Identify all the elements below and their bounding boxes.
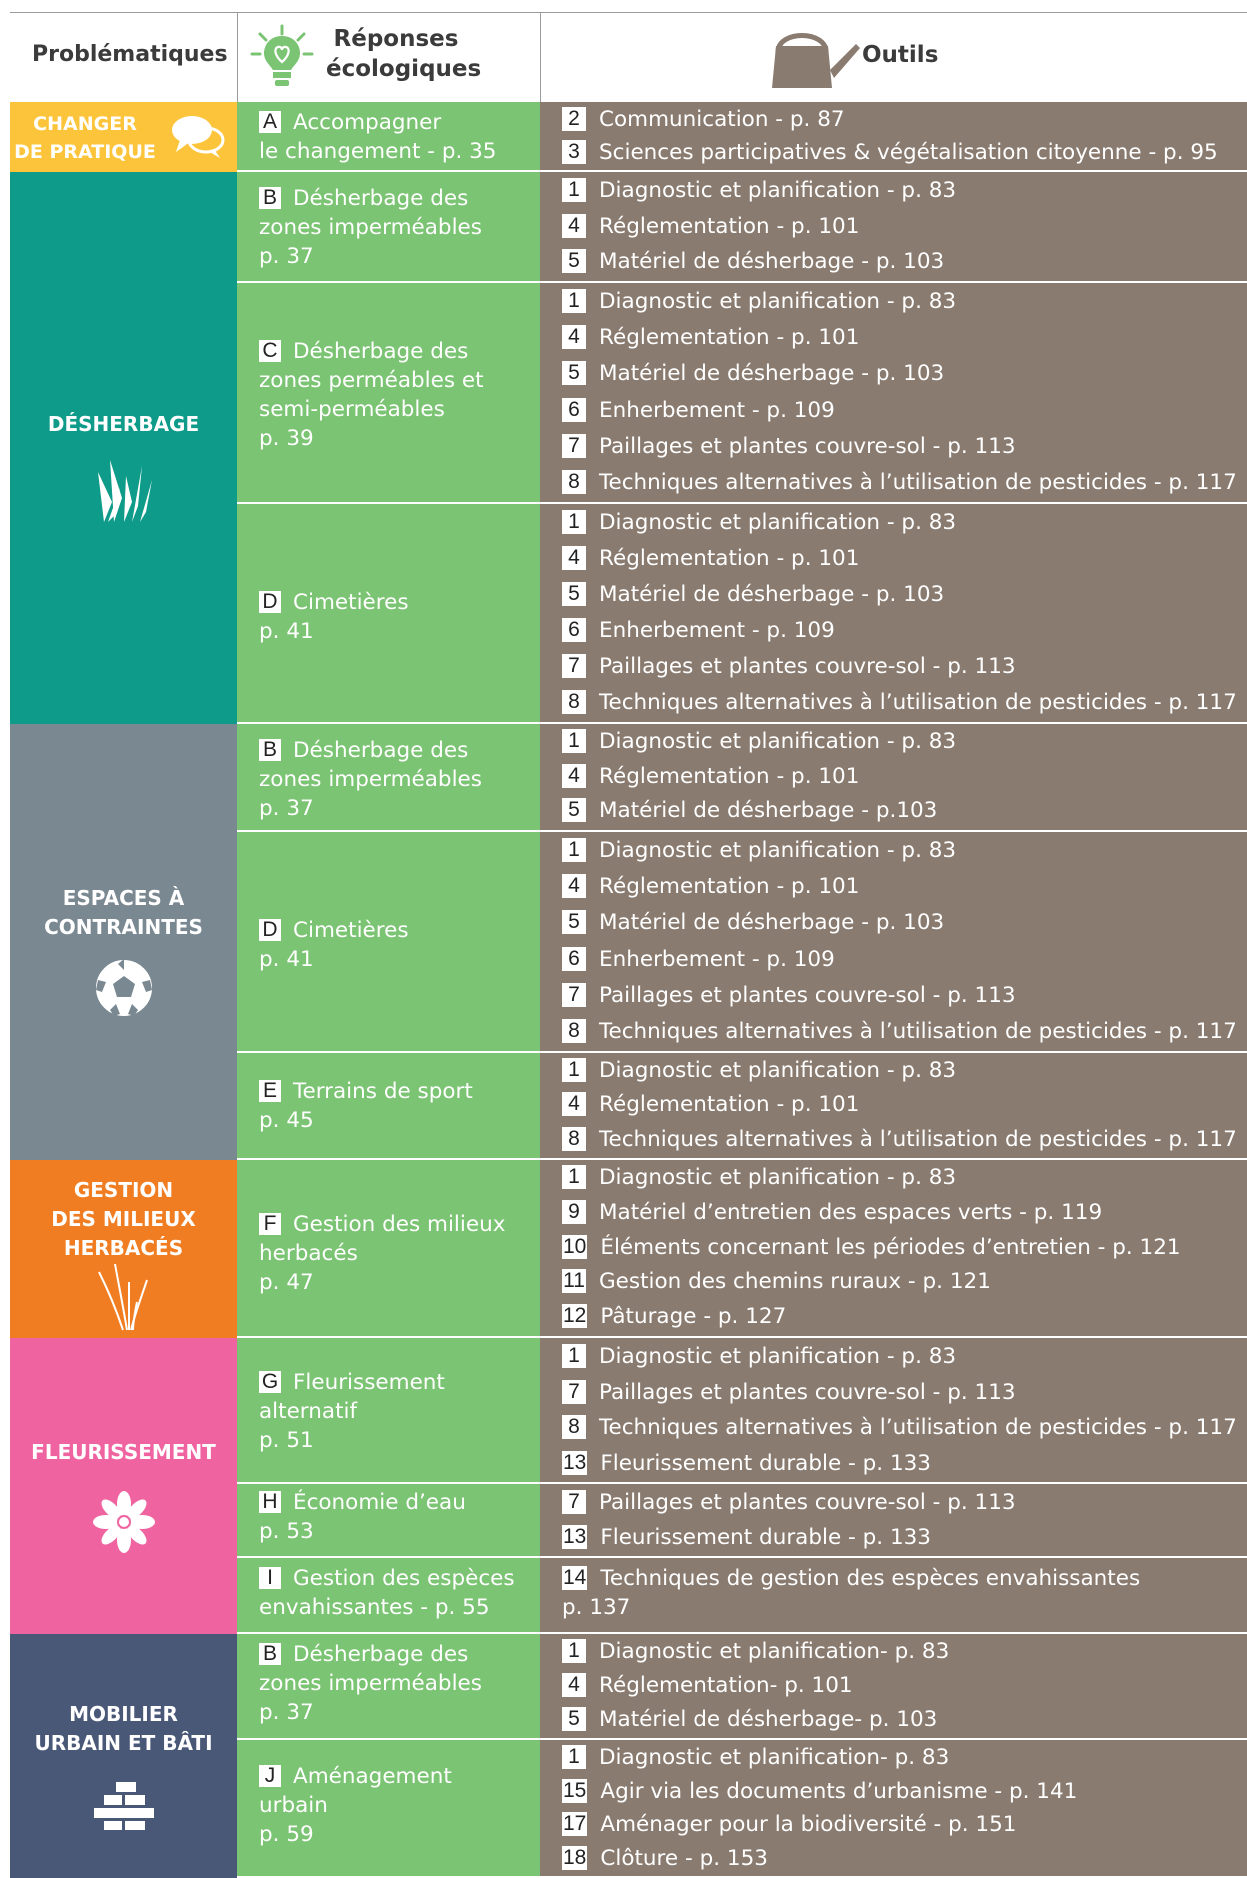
response-letter: A xyxy=(259,111,281,133)
tool-item[interactable] xyxy=(562,1339,1241,1375)
tool-label: Diagnostic et planification - p. 83 xyxy=(599,289,957,314)
tool-number: 1 xyxy=(562,1639,586,1663)
tool-item[interactable] xyxy=(562,1564,1241,1622)
tool-label: Matériel de désherbage - p. 103 xyxy=(599,249,945,275)
response-text xyxy=(259,1762,532,1849)
response-letter: H xyxy=(259,1491,281,1513)
tool-number: 4 xyxy=(562,1092,586,1116)
tool-number: 5 xyxy=(562,582,586,606)
response-label: Désherbage des zones imperméables p. 37 xyxy=(259,738,482,821)
response-letter: B xyxy=(259,739,281,761)
response-cell xyxy=(237,832,540,1053)
tool-label: Réglementation - p. 101 xyxy=(599,1092,860,1118)
tool-item[interactable] xyxy=(562,1300,1241,1335)
tool-number: 4 xyxy=(562,764,586,788)
tool-label: Techniques alternatives à l’utilisation de pesticides - p. 117 xyxy=(599,690,1237,715)
tool-number: 8 xyxy=(562,1127,586,1151)
response-text xyxy=(259,184,532,271)
tool-label: Diagnostic et planification - p. 83 xyxy=(599,1165,957,1190)
tool-number: 2 xyxy=(562,107,586,131)
tool-item[interactable] xyxy=(562,1808,1241,1842)
tool-label: Matériel de désherbage - p. 103 xyxy=(599,910,945,936)
response-text xyxy=(259,736,532,823)
tool-item[interactable] xyxy=(562,1410,1241,1446)
tool-label: Diagnostic et planification - p. 83 xyxy=(599,1058,957,1083)
tool-number: 1 xyxy=(562,838,586,862)
problem-cell xyxy=(10,1338,237,1634)
tool-item[interactable] xyxy=(562,320,1241,356)
response-text xyxy=(259,108,532,166)
tool-number: 1 xyxy=(562,1745,586,1769)
tool-item[interactable] xyxy=(562,393,1241,429)
tool-number: 5 xyxy=(562,249,586,273)
tool-number: 1 xyxy=(562,178,586,202)
tool-label: Fleurissement durable - p. 133 xyxy=(600,1450,931,1476)
tools-group xyxy=(540,1053,1247,1160)
tool-item[interactable] xyxy=(562,465,1241,501)
tool-item[interactable] xyxy=(562,1669,1241,1703)
tool-item[interactable] xyxy=(562,613,1241,649)
tool-item[interactable] xyxy=(562,1054,1241,1088)
tool-number: 5 xyxy=(562,798,586,822)
response-letter: G xyxy=(259,1371,281,1393)
tool-label: Aménager pour la biodiversité - p. 151 xyxy=(600,1812,1017,1837)
tool-item[interactable] xyxy=(562,1775,1241,1809)
problem-label: MOBILIER URBAIN ET BÂTI xyxy=(34,1702,213,1755)
tool-number: 7 xyxy=(562,1490,586,1514)
header-reponses-line1: Réponses xyxy=(333,26,459,52)
tool-label: Réglementation - p. 101 xyxy=(599,546,860,571)
tool-label: Paillages et plantes couvre-sol - p. 113 xyxy=(599,654,1016,679)
tool-label: Techniques alternatives à l’utilisation de pesticides - p. 117 xyxy=(599,1018,1237,1044)
tool-label: Techniques alternatives à l’utilisation de pesticides - p. 117 xyxy=(599,1415,1237,1440)
response-label: Cimetières p. 41 xyxy=(259,590,409,644)
header-reponses-line2: écologiques xyxy=(326,56,482,82)
response-letter: D xyxy=(259,919,281,941)
tool-label: Réglementation - p. 101 xyxy=(599,213,860,239)
tool-item[interactable] xyxy=(562,1635,1241,1669)
tool-number: 8 xyxy=(562,1415,586,1439)
response-text xyxy=(259,916,532,974)
tool-number: 6 xyxy=(562,618,586,642)
response-label: Désherbage des zones imperméables p. 37 xyxy=(259,186,482,269)
tool-number: 13 xyxy=(563,1450,587,1474)
tool-label: Gestion des chemins ruraux - p. 121 xyxy=(599,1269,991,1295)
tool-number: 6 xyxy=(562,398,586,422)
tools-group xyxy=(540,1484,1247,1558)
speech-bubbles-icon xyxy=(170,112,226,167)
tool-item[interactable] xyxy=(562,794,1241,829)
tool-item[interactable] xyxy=(562,1375,1241,1411)
tool-number: 4 xyxy=(562,874,586,898)
tool-label: Paillages et plantes couvre-sol - p. 113 xyxy=(599,433,1016,459)
response-letter: D xyxy=(259,591,281,613)
tool-number: 5 xyxy=(562,1707,586,1731)
tool-number: 8 xyxy=(562,690,586,714)
tools-group xyxy=(540,1634,1247,1740)
tools-group xyxy=(540,283,1247,504)
response-letter: E xyxy=(259,1080,281,1102)
tool-number: 4 xyxy=(562,1673,586,1697)
tool-item[interactable] xyxy=(562,136,1241,169)
response-text xyxy=(259,588,532,646)
tools-group xyxy=(540,1558,1247,1634)
response-cell xyxy=(237,283,540,504)
tool-label: Matériel de désherbage- p. 103 xyxy=(599,1707,938,1732)
lightbulb-icon xyxy=(248,22,316,92)
problem-cell xyxy=(10,172,237,724)
tool-item[interactable] xyxy=(562,1161,1241,1196)
tool-item[interactable] xyxy=(562,1446,1241,1482)
tool-item[interactable] xyxy=(562,1485,1241,1520)
flower-icon xyxy=(10,1490,237,1559)
grass-icon xyxy=(10,452,237,527)
tall-grass-icon xyxy=(10,1262,237,1337)
header-outils: Outils xyxy=(862,42,939,68)
tool-number: 1 xyxy=(562,289,586,313)
response-cell xyxy=(237,1558,540,1634)
tool-label: Diagnostic et planification- p. 83 xyxy=(599,1639,950,1664)
bricks-icon xyxy=(10,1782,237,1835)
response-cell xyxy=(237,1634,540,1740)
response-label: Aménagement urbain p. 59 xyxy=(259,1764,452,1847)
tool-label: Matériel d’entretien des espaces verts - p. 119 xyxy=(599,1199,1103,1225)
tool-label: Fleurissement durable - p. 133 xyxy=(600,1525,931,1550)
tools-group xyxy=(540,724,1247,832)
tool-item[interactable] xyxy=(562,760,1241,795)
tool-item[interactable] xyxy=(562,1703,1241,1737)
tool-label: Pâturage - p. 127 xyxy=(600,1304,787,1330)
tool-number: 17 xyxy=(563,1812,587,1835)
tool-item[interactable] xyxy=(562,1231,1241,1266)
response-label: Désherbage des zones imperméables p. 37 xyxy=(259,1642,482,1725)
tool-number: 3 xyxy=(562,140,586,164)
soccer-ball-icon xyxy=(10,956,237,1025)
response-text xyxy=(259,1488,532,1546)
tools-group xyxy=(540,1338,1247,1484)
problem-label: GESTION DES MILIEUX HERBACÉS xyxy=(51,1178,196,1260)
tool-label: Matériel de désherbage - p.103 xyxy=(599,798,938,824)
tool-item[interactable] xyxy=(562,942,1241,978)
response-text xyxy=(259,1564,532,1622)
tool-label: Matériel de désherbage - p. 103 xyxy=(599,582,945,607)
tool-label: Réglementation- p. 101 xyxy=(599,1673,853,1698)
problem-cell xyxy=(10,724,237,1160)
tool-item[interactable] xyxy=(562,869,1241,905)
header-reponses xyxy=(326,24,482,84)
response-label: Économie d’eau p. 53 xyxy=(259,1490,466,1544)
tool-item[interactable] xyxy=(562,244,1241,280)
tool-number: 7 xyxy=(562,983,586,1007)
response-label: Cimetières p. 41 xyxy=(259,918,409,972)
tool-item[interactable] xyxy=(562,209,1241,245)
response-cell xyxy=(237,504,540,724)
tool-label: Réglementation - p. 101 xyxy=(599,763,860,789)
response-cell xyxy=(237,1740,540,1878)
problem-cell xyxy=(10,102,237,172)
tool-number: 7 xyxy=(562,434,586,458)
tool-label: Agir via les documents d’urbanisme - p. 141 xyxy=(600,1778,1078,1804)
tool-item[interactable] xyxy=(562,541,1241,577)
tools-group xyxy=(540,504,1247,724)
problem-cell xyxy=(10,1634,237,1878)
tool-item[interactable] xyxy=(562,1520,1241,1555)
tool-number: 12 xyxy=(563,1304,587,1328)
tool-item[interactable] xyxy=(562,1196,1241,1231)
problem-label: CHANGER DE PRATIQUE xyxy=(14,113,156,163)
tool-label: Paillages et plantes couvre-sol - p. 113 xyxy=(599,982,1016,1008)
tool-label: Clôture - p. 153 xyxy=(600,1845,768,1871)
header-problematiques: Problématiques xyxy=(32,42,228,67)
tool-item[interactable] xyxy=(562,649,1241,685)
tool-item[interactable] xyxy=(562,1741,1241,1775)
tool-label: Diagnostic et planification - p. 83 xyxy=(599,178,957,203)
tool-number: 4 xyxy=(562,214,586,238)
tool-number: 1 xyxy=(562,1058,586,1082)
response-label: Désherbage des zones perméables et semi-perméables p. 39 xyxy=(259,339,484,451)
response-label: Gestion des espèces envahissantes - p. 55 xyxy=(259,1566,515,1620)
tool-item[interactable] xyxy=(562,173,1241,209)
tool-number: 18 xyxy=(563,1845,587,1869)
tool-label: Enherbement - p. 109 xyxy=(599,397,835,423)
tool-number: 4 xyxy=(562,546,586,570)
response-cell xyxy=(237,1338,540,1484)
tool-item[interactable] xyxy=(562,1842,1241,1876)
tool-label: Enherbement - p. 109 xyxy=(599,946,835,972)
tool-number: 8 xyxy=(562,470,586,494)
response-label: Fleurissement alternatif p. 51 xyxy=(259,1370,445,1453)
response-text xyxy=(259,1077,532,1135)
response-letter: I xyxy=(259,1567,281,1589)
tools-group xyxy=(540,832,1247,1053)
tool-label: Diagnostic et planification - p. 83 xyxy=(599,1344,957,1369)
response-text xyxy=(259,1640,532,1727)
tools-group xyxy=(540,102,1247,172)
response-letter: B xyxy=(259,187,281,209)
tool-label: Techniques de gestion des espèces envahissantes p. 137 xyxy=(562,1566,1141,1620)
tool-item[interactable] xyxy=(562,284,1241,320)
problem-label: ESPACES À CONTRAINTES xyxy=(44,886,203,939)
tool-number: 11 xyxy=(563,1269,585,1293)
response-letter: F xyxy=(259,1213,281,1235)
tool-label: Réglementation - p. 101 xyxy=(599,325,860,351)
tool-number: 7 xyxy=(562,1380,586,1404)
header-divider xyxy=(237,12,238,102)
tool-item[interactable] xyxy=(562,1265,1241,1300)
response-letter: B xyxy=(259,1643,281,1665)
response-label: Gestion des milieux herbacés p. 47 xyxy=(259,1212,506,1295)
tool-label: Paillages et plantes couvre-sol - p. 113 xyxy=(599,1490,1016,1515)
response-letter: C xyxy=(259,340,281,362)
tool-number: 9 xyxy=(562,1200,586,1224)
response-text xyxy=(259,337,532,453)
tool-label: Éléments concernant les périodes d’entretien - p. 121 xyxy=(600,1234,1181,1260)
tool-item[interactable] xyxy=(562,833,1241,869)
tool-item[interactable] xyxy=(562,429,1241,465)
tool-item[interactable] xyxy=(562,1014,1241,1050)
response-text xyxy=(259,1368,532,1455)
tool-item[interactable] xyxy=(562,103,1241,136)
tool-number: 7 xyxy=(562,654,586,678)
tool-number: 14 xyxy=(563,1566,587,1589)
tool-label: Paillages et plantes couvre-sol - p. 113 xyxy=(599,1379,1016,1405)
tool-label: Sciences participatives & végétalisation citoyenne - p. 95 xyxy=(599,140,1218,165)
tool-label: Enherbement - p. 109 xyxy=(599,618,835,643)
tool-number: 6 xyxy=(562,947,586,971)
watering-can-icon xyxy=(770,22,860,90)
tool-number: 13 xyxy=(563,1525,587,1548)
tool-label: Techniques alternatives à l’utilisation de pesticides - p. 117 xyxy=(599,469,1237,495)
tool-number: 5 xyxy=(562,910,586,934)
tool-item[interactable] xyxy=(562,577,1241,613)
tool-label: Diagnostic et planification- p. 83 xyxy=(599,1745,950,1770)
tool-number: 1 xyxy=(562,510,586,534)
response-cell xyxy=(237,1160,540,1338)
tool-number: 1 xyxy=(562,1344,586,1368)
tool-label: Communication - p. 87 xyxy=(599,107,845,132)
tool-item[interactable] xyxy=(562,978,1241,1014)
tool-item[interactable] xyxy=(562,1123,1241,1157)
response-label: Accompagner le changement - p. 35 xyxy=(259,110,497,164)
tool-number: 1 xyxy=(562,729,586,753)
header-divider xyxy=(540,12,541,102)
problem-label: FLEURISSEMENT xyxy=(31,1440,216,1464)
tools-group xyxy=(540,172,1247,283)
response-cell xyxy=(237,102,540,172)
tool-number: 1 xyxy=(562,1165,586,1189)
tools-group xyxy=(540,1160,1247,1338)
response-label: Terrains de sport p. 45 xyxy=(259,1079,473,1133)
tool-number: 15 xyxy=(563,1778,587,1802)
tools-group xyxy=(540,1740,1247,1878)
response-text xyxy=(259,1210,532,1297)
response-cell xyxy=(237,172,540,283)
response-letter: J xyxy=(259,1765,281,1787)
tool-number: 5 xyxy=(562,361,586,385)
tool-label: Diagnostic et planification - p. 83 xyxy=(599,510,957,535)
tool-number: 10 xyxy=(563,1234,587,1258)
problem-label: DÉSHERBAGE xyxy=(47,412,200,436)
tool-label: Diagnostic et planification - p. 83 xyxy=(599,729,957,754)
tool-number: 8 xyxy=(562,1019,586,1043)
response-cell xyxy=(237,724,540,832)
problem-cell xyxy=(10,1160,237,1338)
tool-label: Réglementation - p. 101 xyxy=(599,874,860,900)
tool-item[interactable] xyxy=(562,356,1241,392)
tool-number: 4 xyxy=(562,325,586,349)
tool-label: Matériel de désherbage - p. 103 xyxy=(599,361,945,387)
tool-item[interactable] xyxy=(562,905,1241,941)
tool-item[interactable] xyxy=(562,505,1241,541)
response-cell xyxy=(237,1053,540,1160)
tool-item[interactable] xyxy=(562,685,1241,721)
tool-label: Techniques alternatives à l’utilisation de pesticides - p. 117 xyxy=(599,1126,1237,1152)
tool-item[interactable] xyxy=(562,1088,1241,1122)
tool-item[interactable] xyxy=(562,725,1241,760)
tool-label: Diagnostic et planification - p. 83 xyxy=(599,838,957,863)
response-cell xyxy=(237,1484,540,1558)
